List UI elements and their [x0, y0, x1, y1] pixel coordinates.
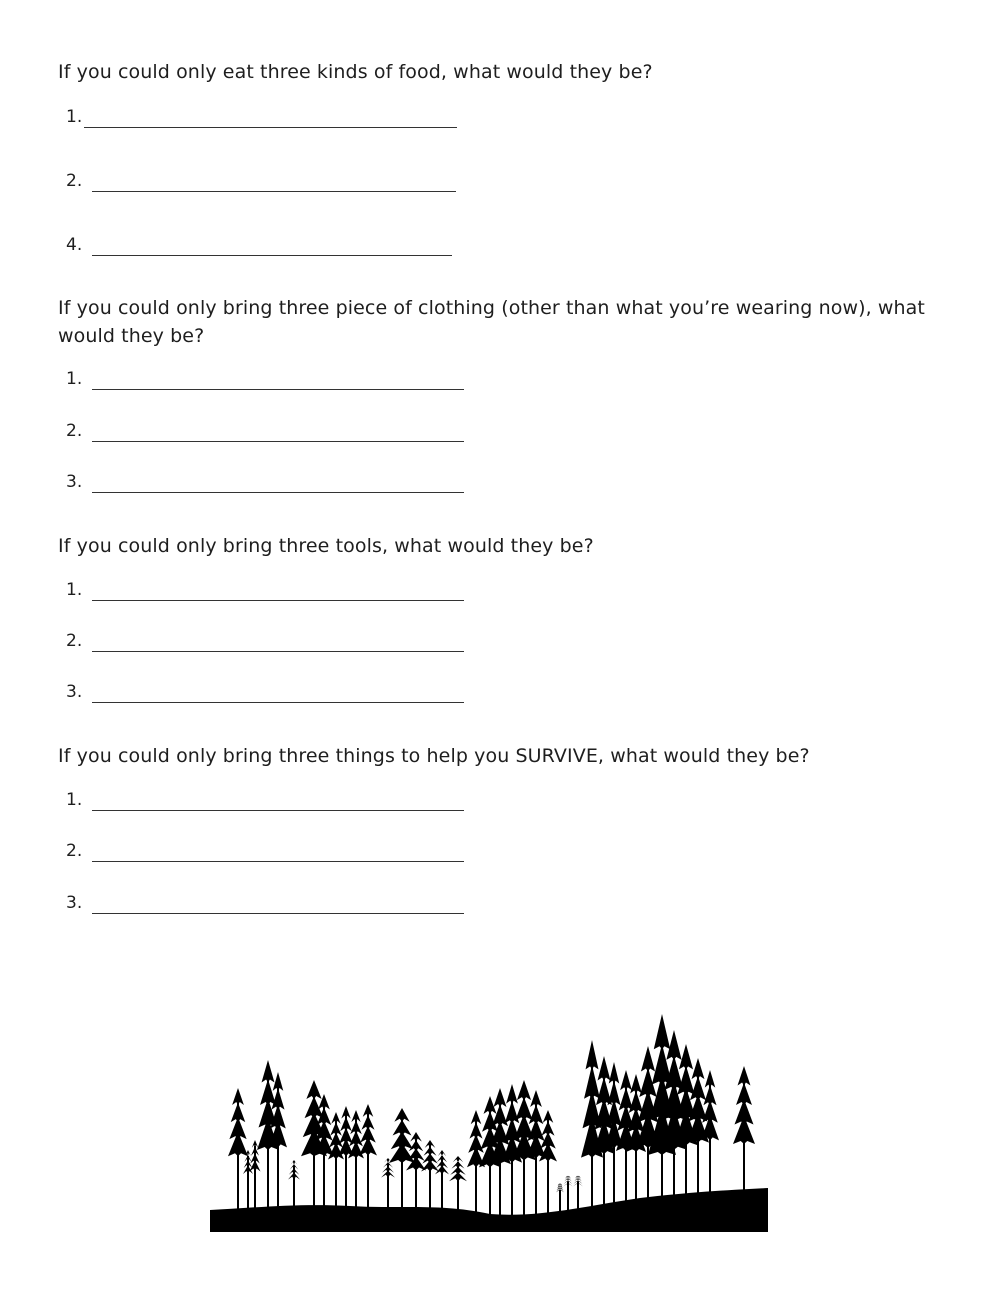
tree-trunk: [567, 1182, 569, 1214]
tree-trunk: [577, 1182, 579, 1213]
answer-blank-food-3[interactable]: [92, 235, 452, 256]
answer-blank-food-2[interactable]: [92, 171, 456, 192]
tree-canopy: [435, 1150, 449, 1174]
answer-row-survive-2: [66, 832, 464, 862]
tree-canopy: [228, 1088, 248, 1156]
answer-number: 3.: [66, 893, 83, 913]
answer-blank-tools-2[interactable]: [92, 631, 464, 652]
answer-row-clothing-1: [66, 360, 464, 390]
answer-blank-clothing-2[interactable]: [92, 421, 464, 442]
answer-row-clothing-3: [66, 463, 464, 493]
answer-row-clothing-2: [66, 412, 464, 442]
tree-group: [228, 1014, 755, 1217]
answer-number: 3.: [66, 472, 83, 492]
answer-number: 2.: [66, 631, 83, 651]
answer-number: 2.: [66, 171, 83, 191]
question-clothing: If you could only bring three piece of clothing (other than what you’re wearing now), what would they be?: [58, 297, 925, 347]
forest-silhouette-icon: [210, 1000, 770, 1235]
tree-canopy: [449, 1156, 467, 1181]
tree-canopy: [359, 1104, 377, 1156]
answer-blank-food-1[interactable]: [84, 107, 457, 128]
tree-canopy: [563, 1176, 573, 1187]
tree-canopy: [406, 1132, 426, 1171]
tree-canopy: [733, 1066, 755, 1144]
question-food: If you could only eat three kinds of food, what would they be?: [58, 61, 653, 83]
tree-canopy: [421, 1140, 439, 1172]
answer-row-survive-1: [66, 781, 464, 811]
answer-number: 1.: [66, 369, 83, 389]
answer-number: 3.: [66, 682, 83, 702]
answer-blank-survive-2[interactable]: [92, 841, 464, 862]
answer-row-tools-1: [66, 571, 464, 601]
answer-row-food-1: [66, 98, 457, 128]
tree-canopy: [288, 1160, 300, 1180]
answer-number: 2.: [66, 421, 83, 441]
answer-number: 1.: [66, 580, 83, 600]
question-tools: If you could only bring three tools, what would they be?: [58, 535, 594, 557]
answer-number: 1.: [66, 790, 83, 810]
question-survive: If you could only bring three things to help you SURVIVE, what would they be?: [58, 745, 810, 767]
tree-canopy: [467, 1110, 485, 1167]
answer-blank-clothing-3[interactable]: [92, 472, 464, 493]
answer-blank-tools-3[interactable]: [92, 682, 464, 703]
answer-row-food-3: [66, 226, 452, 256]
answer-blank-clothing-1[interactable]: [92, 369, 464, 390]
answer-row-survive-3: [66, 884, 464, 914]
answer-blank-survive-1[interactable]: [92, 790, 464, 811]
answer-row-tools-3: [66, 673, 464, 703]
answer-row-tools-2: [66, 622, 464, 652]
answer-number: 1.: [66, 107, 83, 127]
answer-blank-tools-1[interactable]: [92, 580, 464, 601]
answer-number: 2.: [66, 841, 83, 861]
tree-canopy: [573, 1176, 583, 1187]
answer-row-food-2: [66, 162, 456, 192]
tree-canopy: [389, 1108, 415, 1163]
answer-blank-survive-3[interactable]: [92, 893, 464, 914]
tree-canopy: [556, 1183, 564, 1192]
tree-trunk: [559, 1190, 561, 1214]
answer-number: 4.: [66, 235, 83, 255]
